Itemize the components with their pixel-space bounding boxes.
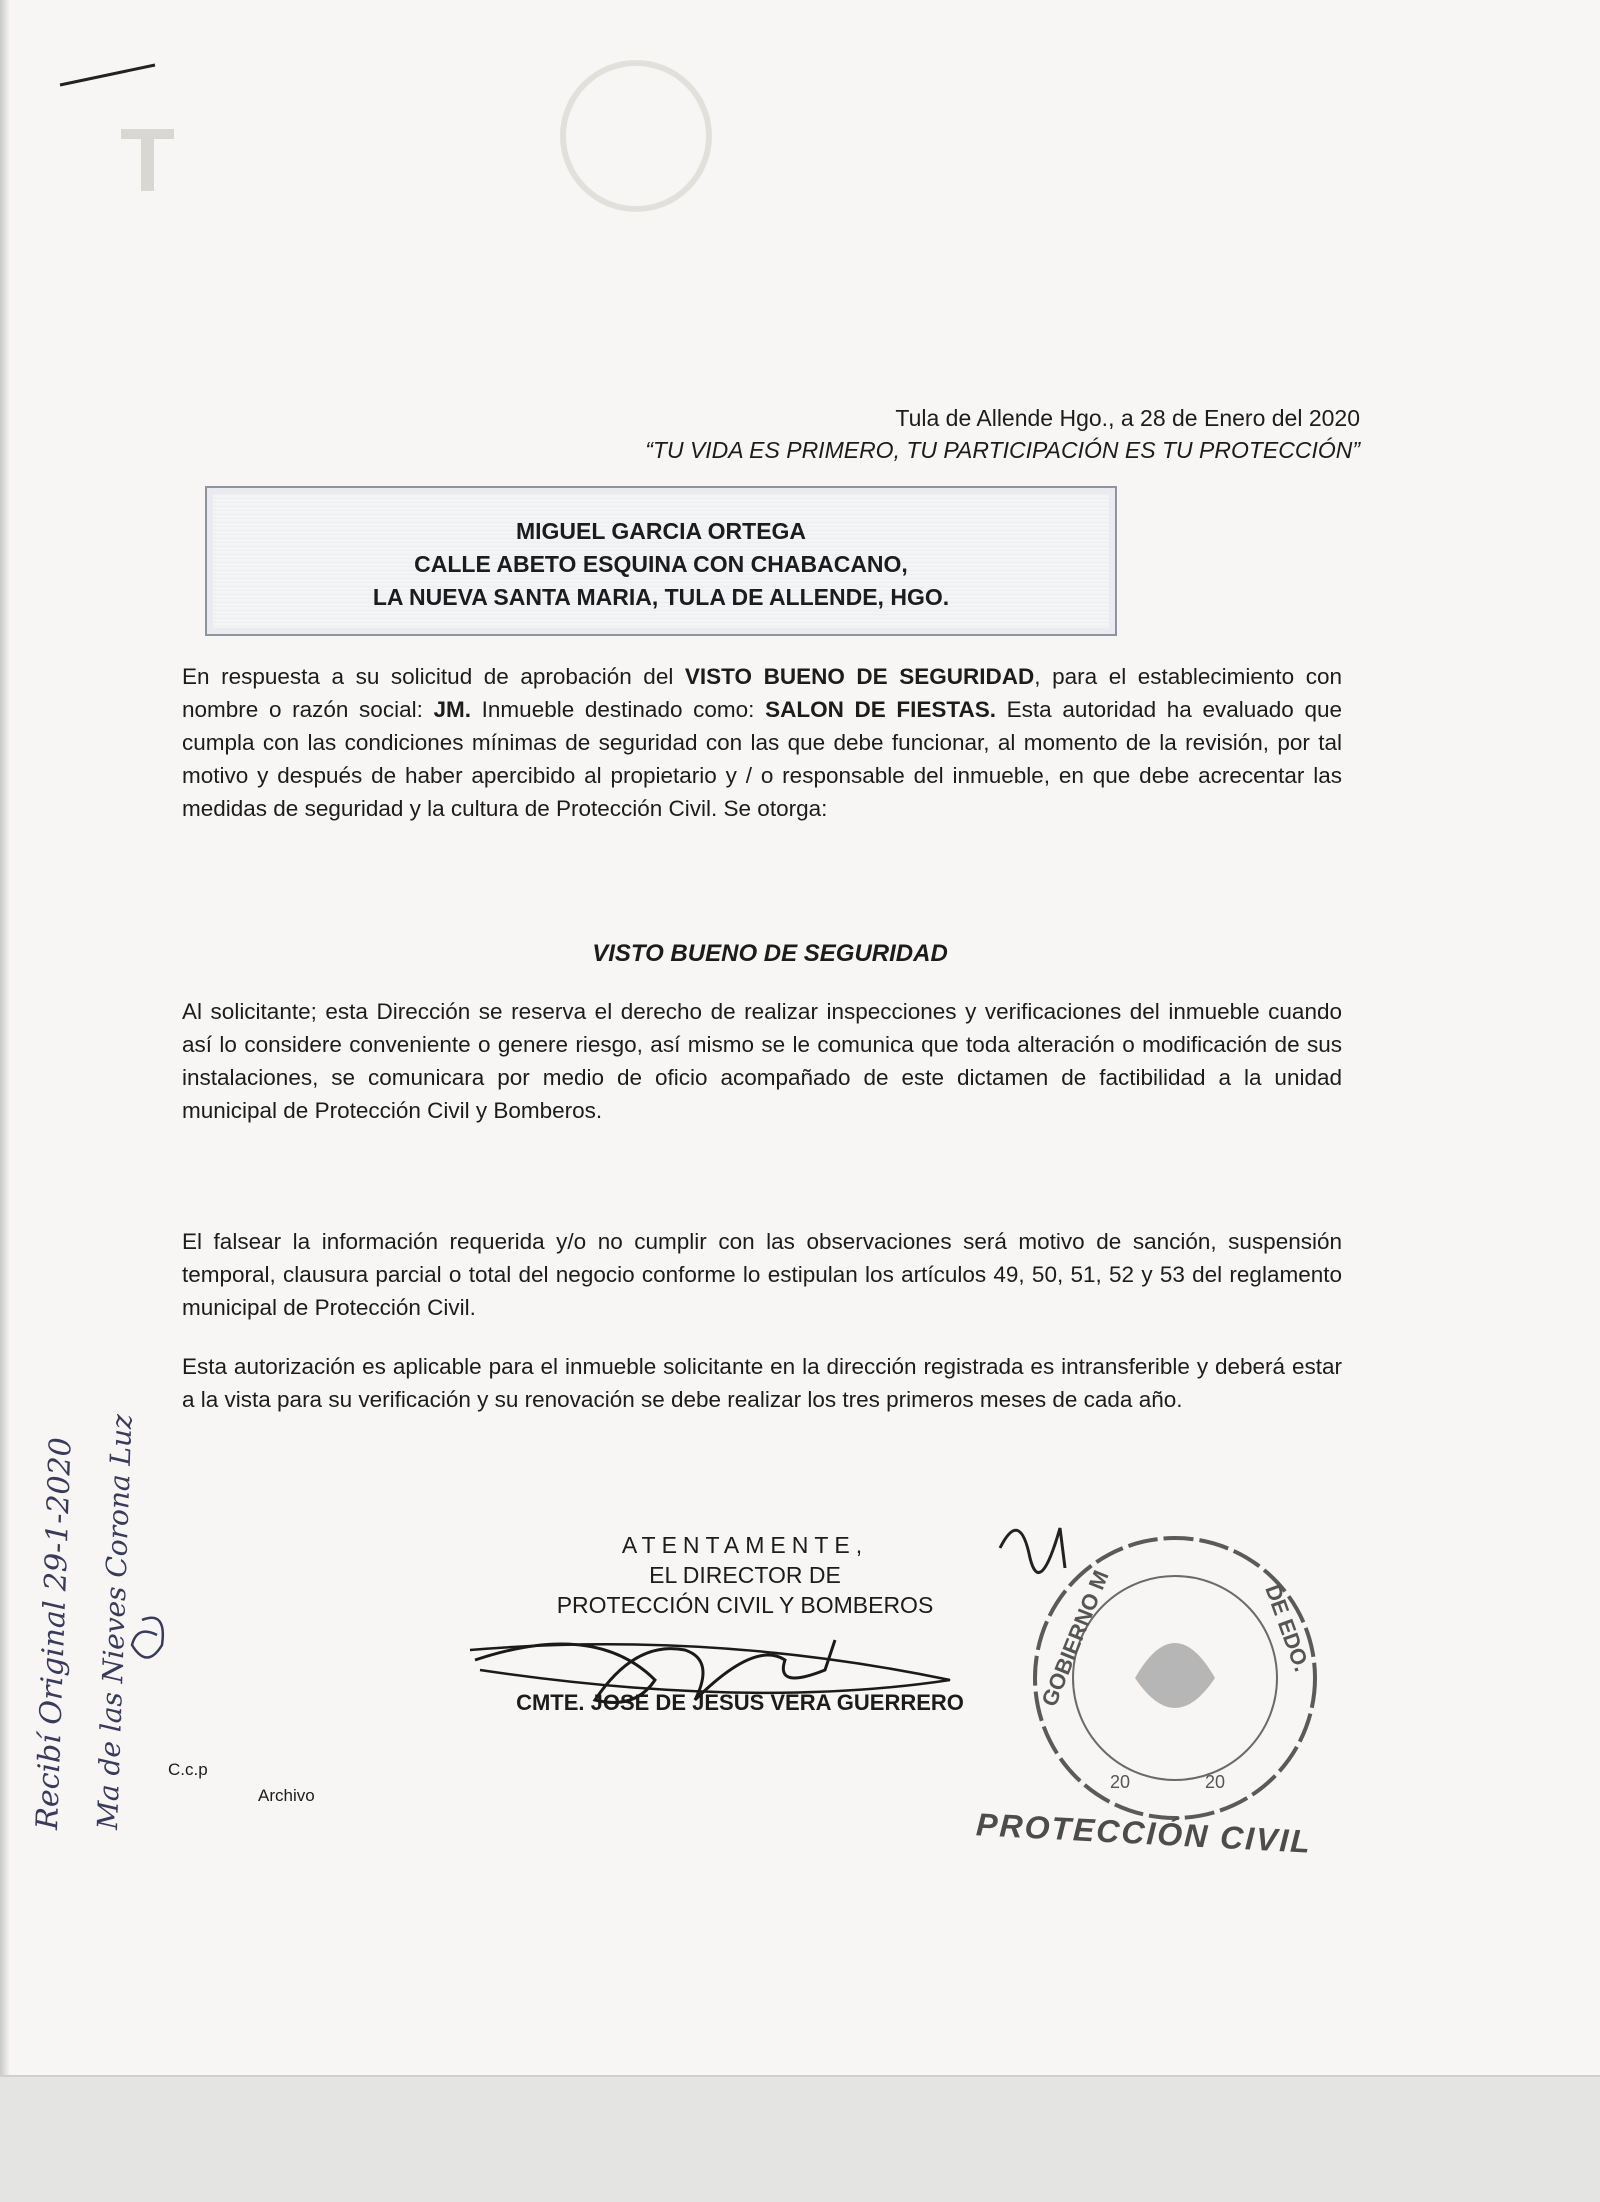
text-run: Inmueble destinado como: xyxy=(471,697,766,722)
stamp-label: PROTECCIÓN CIVIL xyxy=(975,1806,1313,1860)
recipient-locality: LA NUEVA SANTA MARIA, TULA DE ALLENDE, HGO. xyxy=(372,584,950,610)
slogan: “TU VIDA ES PRIMERO, TU PARTICIPACIÓN ES TU PROTECCIÓN” xyxy=(645,437,1360,463)
text-run: En respuesta a su solicitud de aprobación del xyxy=(182,664,685,689)
seal-date-left: 20 xyxy=(1110,1772,1131,1792)
place-date: Tula de Allende Hgo., a 28 de Enero del 2020 xyxy=(895,405,1360,431)
salutation: ATENTAMENTE, xyxy=(621,1532,869,1558)
bold-run: VISTO BUENO DE SEGURIDAD xyxy=(684,664,1035,689)
received-annotation xyxy=(12,1190,182,1880)
eagle-emblem-icon xyxy=(1135,1643,1215,1708)
director-title-2: PROTECCIÓN CIVIL Y BOMBEROS xyxy=(556,1592,934,1618)
received-line-1: Recibí Original 29-1-2020 xyxy=(30,1436,79,1831)
received-line-2: Ma de las Nieves Corona Luz xyxy=(91,1413,139,1831)
paragraph-validity: Esta autorización es aplicable para el inmueble solicitante en la dirección registrada es intransferible y deberá estar a la vista para su verificación y su renovación se debe realizar los tres primeros meses de cada año. xyxy=(182,1354,1342,1412)
signer-name: CMTE. JOSE DE JESUS VERA GUERRERO xyxy=(516,1690,964,1715)
text-run: Esta autoridad ha evaluado que cumpla con las condiciones mínimas de seguridad con las que debe funcionar, al momento de la revisión, por tal motivo y después de haber apercibido al propietario y / o responsable del inmueble, en que debe acrecentar las medidas de seguridad y la cultura de Protección Civil. Se otorga: xyxy=(182,697,1343,821)
bold-run: SALON DE FIESTAS. xyxy=(765,697,996,722)
text-run: , para el establecimiento con nombre o razón social: xyxy=(182,664,1342,722)
recipient-street: CALLE ABETO ESQUINA CON CHABACANO, xyxy=(414,551,908,577)
seal-ring-right: DE EDO. xyxy=(1260,1581,1315,1675)
recipient-name: MIGUEL GARCIA ORTEGA xyxy=(515,518,807,544)
bold-run: JM. xyxy=(433,697,472,722)
seal-date-right: 20 xyxy=(1205,1772,1226,1792)
bleed-through-mark: T xyxy=(120,111,175,211)
section-heading: VISTO BUENO DE SEGURIDAD xyxy=(592,940,948,967)
handwritten-initials xyxy=(132,1618,163,1658)
paragraph-inspections: Al solicitante; esta Dirección se reserva el derecho de realizar inspecciones y verificaciones del inmueble cuando así lo considere conveniente o genere riesgo, así mismo se le comunica que toda alteración o modificación de sus instalaciones, se comunicara por medio de oficio acompañado de este dictamen de factibilidad a la unidad municipal de Protección Civil y Bomberos. xyxy=(182,999,1342,1123)
seal-ring-left: GOBIERNO M xyxy=(1036,1566,1114,1710)
director-title-1: EL DIRECTOR DE xyxy=(649,1562,841,1588)
paragraph-sanctions: El falsear la información requerida y/o no cumplir con las observaciones será motivo de sanción, suspensión temporal, clausura parcial o total del negocio conforme lo estipulan los artículos 49, 50, 51, 52 y 53 del reglamento municipal de Protección Civil. xyxy=(182,1229,1342,1320)
ccp-label: C.c.p xyxy=(168,1760,208,1779)
scan-bottom-edge xyxy=(0,2075,1600,2202)
archivo-label: Archivo xyxy=(258,1786,315,1805)
official-seal xyxy=(960,1518,1320,1828)
initials-mark xyxy=(1000,1528,1065,1573)
